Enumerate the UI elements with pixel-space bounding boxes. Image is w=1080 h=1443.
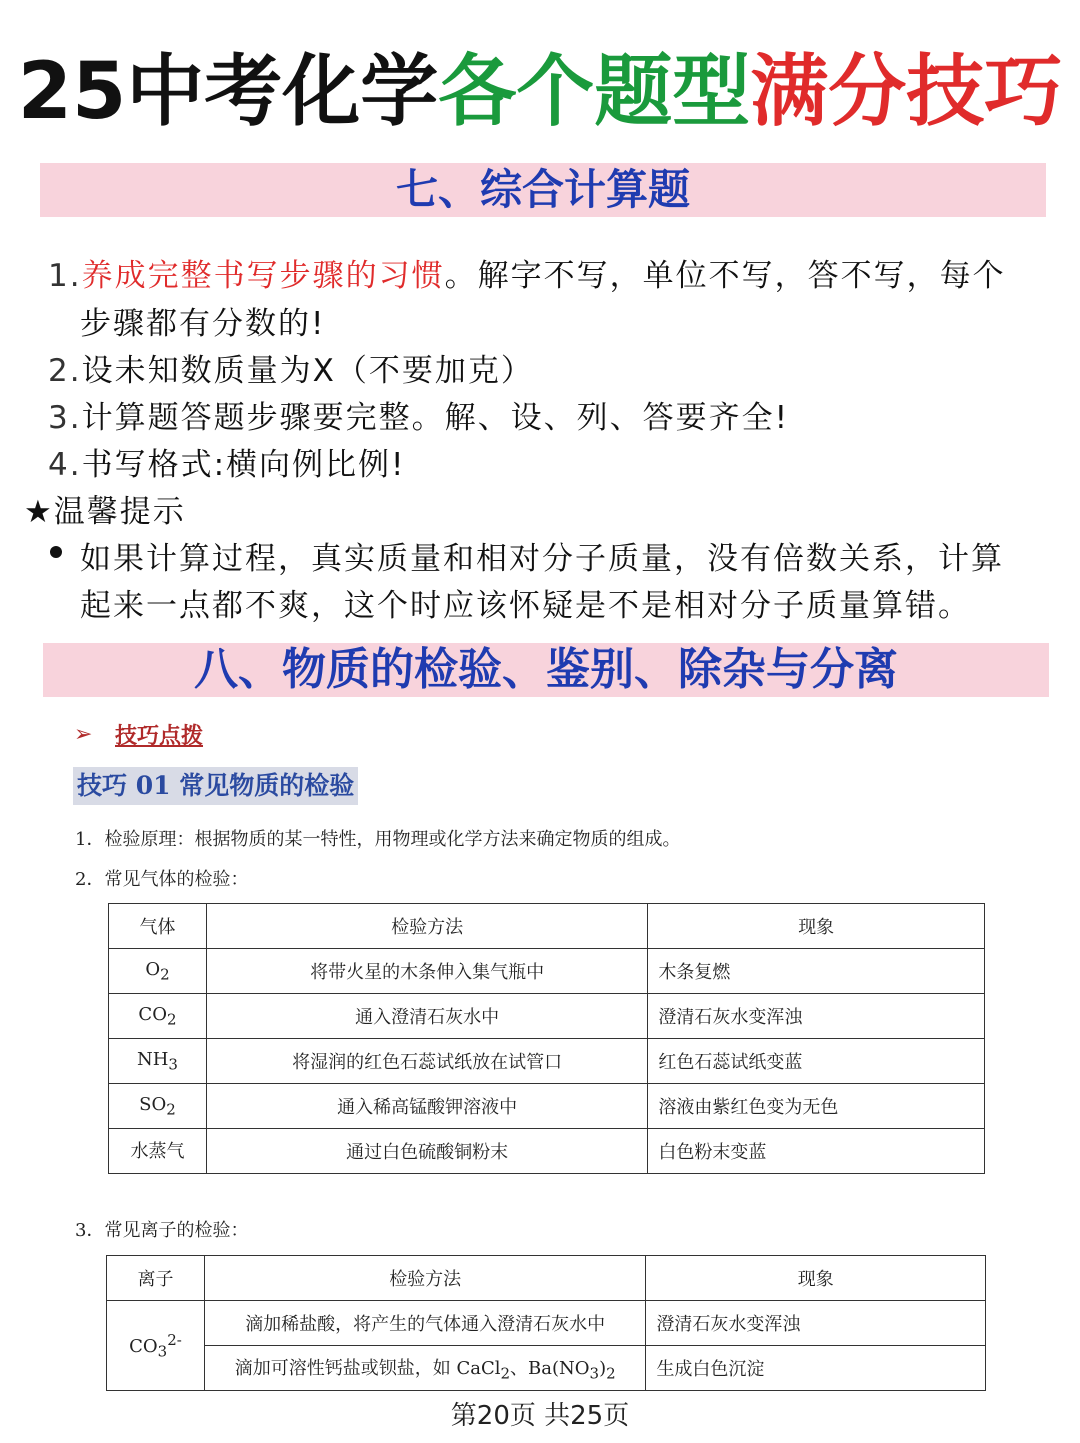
section-8-heading: 八、物质的检验、鉴别、除杂与分离	[43, 643, 1049, 697]
table-row	[109, 949, 985, 994]
table-row	[109, 1129, 985, 1174]
item-text: 书写格式:横向例比例!	[81, 447, 406, 483]
phenomenon-cell: 澄清石灰水变浑浊	[646, 1301, 986, 1346]
section-7-heading: 七、综合计算题	[40, 163, 1046, 217]
method-cell: 将带火星的木条伸入集气瓶中	[206, 949, 647, 994]
title-part-1: 25中考化学	[17, 47, 439, 137]
page-footer: 第20页 共25页	[450, 1401, 630, 1431]
page-title	[0, 40, 1080, 145]
item-number: 3.	[48, 400, 82, 436]
table-row	[107, 1301, 986, 1346]
paragraph-gas-heading: 2．常见气体的检验：	[75, 869, 249, 890]
header-cell: 现象	[646, 1256, 986, 1301]
header-cell: 离子	[107, 1256, 205, 1301]
table-row	[109, 994, 985, 1039]
gas-cell: $O_2$	[109, 949, 207, 994]
item-text: 。解字不写，单位不写，答不写，每个	[444, 258, 1006, 294]
item-number: 1.	[48, 258, 82, 294]
tip-heading: ★温馨提示	[24, 494, 186, 530]
tip-line-1: 如果计算过程，真实质量和相对分子质量，没有倍数关系，计算	[80, 541, 1004, 577]
table-header-row	[109, 904, 985, 949]
skill-01-title: 技巧 01 常见物质的检验	[73, 767, 358, 805]
method-cell: 通入澄清石灰水中	[206, 994, 647, 1039]
ion-cell: $CO_3^{2-}$	[107, 1301, 205, 1391]
ion-test-table	[106, 1255, 986, 1391]
phenomenon-cell: 溶液由紫红色变为无色	[648, 1084, 985, 1129]
header-cell: 检验方法	[206, 904, 647, 949]
phenomenon-cell: 澄清石灰水变浑浊	[648, 994, 985, 1039]
phenomenon-cell: 生成白色沉淀	[646, 1346, 986, 1391]
method-cell: 通入稀高锰酸钾溶液中	[206, 1084, 647, 1129]
calc-item-1	[48, 250, 1006, 295]
header-cell: 现象	[648, 904, 985, 949]
arrow-icon: ➢	[74, 722, 93, 747]
table-row	[107, 1346, 986, 1391]
calc-item-1-continued: 步骤都有分数的!	[80, 306, 326, 342]
method-cell: 滴加稀盐酸，将产生的气体通入澄清石灰水中	[204, 1301, 645, 1346]
item-text: 计算题答题步骤要完整。解、设、列、答要齐全!	[81, 400, 790, 436]
item-highlight: 养成完整书写步骤的习惯	[81, 258, 445, 294]
phenomenon-cell: 红色石蕊试纸变蓝	[648, 1039, 985, 1084]
table-row	[109, 1084, 985, 1129]
paragraph-ion-heading: 3．常见离子的检验：	[75, 1220, 249, 1241]
item-number: 4.	[48, 447, 82, 483]
table-header-row	[107, 1256, 986, 1301]
item-text: 设未知数质量为X（不要加克）	[81, 353, 534, 389]
method-cell: 将湿润的红色石蕊试纸放在试管口	[206, 1039, 647, 1084]
gas-test-table	[108, 903, 985, 1174]
paragraph-principle: 1．检验原理：根据物质的某一特性，用物理或化学方法来确定物质的组成。	[75, 829, 681, 850]
gas-cell: 水蒸气	[109, 1129, 207, 1174]
item-number: 2.	[48, 353, 82, 389]
calc-item-3	[48, 392, 789, 437]
title-part-2: 各个题型	[438, 47, 751, 137]
phenomenon-cell: 白色粉末变蓝	[648, 1129, 985, 1174]
header-cell: 检验方法	[204, 1256, 645, 1301]
calc-item-4	[48, 439, 405, 484]
bullet-icon	[50, 546, 62, 558]
gas-cell: $SO_2$	[109, 1084, 207, 1129]
tips-subheading: 技巧点拨	[115, 723, 204, 749]
tip-line-2: 起来一点都不爽，这个时应该怀疑是不是相对分子质量算错。	[80, 588, 971, 624]
table-row	[109, 1039, 985, 1084]
method-cell: 通过白色硫酸铜粉末	[206, 1129, 647, 1174]
title-part-3: 满分技巧	[750, 47, 1063, 137]
gas-cell: $NH_3$	[109, 1039, 207, 1084]
gas-cell: $CO_2$	[109, 994, 207, 1039]
method-cell: 滴加可溶性钙盐或钡盐，如 CaCl$_2$、$Ba(NO_3)_2$	[204, 1346, 645, 1391]
calc-item-2	[48, 345, 534, 390]
phenomenon-cell: 木条复燃	[648, 949, 985, 994]
header-cell: 气体	[109, 904, 207, 949]
